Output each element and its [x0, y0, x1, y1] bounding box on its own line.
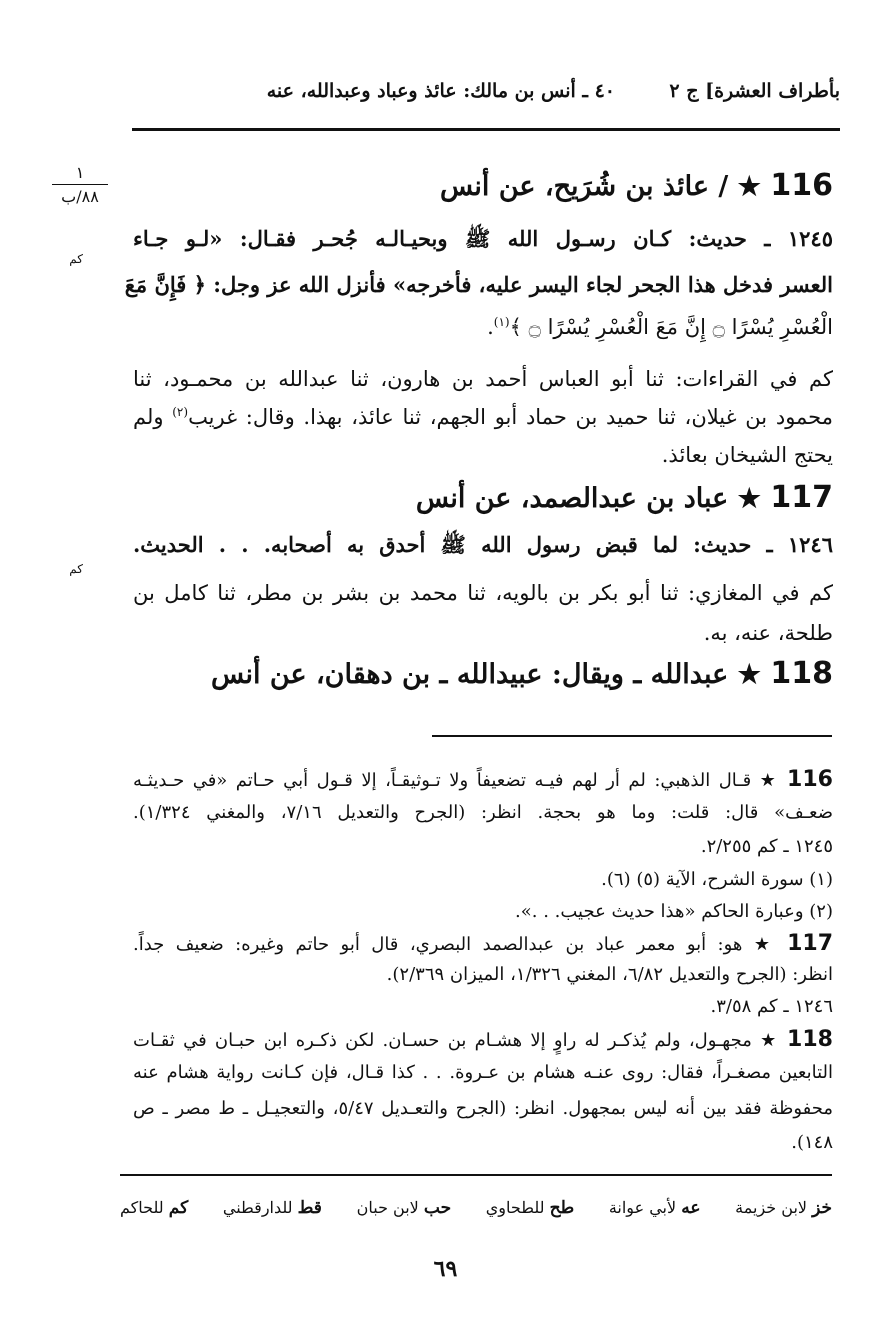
paragraph-1-end: ولم: [133, 405, 164, 429]
page-number: ٦٩: [433, 1256, 458, 1282]
footnote-117-line-2: انظر: (الجرح والتعديل ٦/٨٢، المغني ١/٣٢٦، الميزان ٢/٣٦٩).: [386, 964, 833, 985]
section-117-heading: [416, 480, 833, 515]
section-title: عباد بن عبدالصمد، عن أنس: [415, 483, 729, 514]
star-icon: ★: [737, 484, 761, 514]
footnote-ref: (٢): [172, 405, 189, 419]
km-marker: كم: [69, 252, 83, 266]
star-icon: ★: [760, 1030, 779, 1051]
header-rule: [132, 128, 840, 131]
footnote-1245: ١٢٤٥ ـ كم ٢/٢٥٥.: [700, 836, 833, 857]
abbreviation-code: قط: [297, 1198, 322, 1218]
paragraph-1-text: محمود بن غيلان، ثنا حميد بن حماد أبو الجهم، ثنا عائذ، بهذا. وقال: غريب: [188, 405, 833, 429]
hadith-1245-line-3: [487, 314, 833, 340]
slash-mark: /: [718, 171, 729, 202]
abbreviation-code: خز: [812, 1198, 832, 1218]
footnote-118-line-2: التابعين مصغـراً، فقال: روى عنـه هشام بن عـروة. . . كذا قـال، فإن كـانت رواية هشام عنه: [133, 1062, 833, 1083]
section-118-heading: [211, 656, 833, 691]
footnote-116-line-2: ضعـف» قال: قلت: وما هو بحجة. انظر: (الجرح والتعديل ٧/١٦، والمغني ١/٣٢٤).: [133, 802, 833, 823]
abbreviation-item: [223, 1198, 322, 1218]
footnote-separator: [432, 735, 832, 737]
abbreviation-label: لأبي عوانة: [608, 1198, 677, 1217]
abbreviation-label: لابن خزيمة: [735, 1198, 808, 1217]
period: .: [487, 315, 494, 339]
footnote-text: هو: أبو معمر عباد بن عبدالصمد البصري، قال أبو حاتم وغيره: ضعيف جداً.: [133, 934, 743, 955]
abbreviation-label: للحاكم: [120, 1198, 164, 1217]
km-marker: كم: [69, 562, 83, 576]
section-116-heading: [440, 168, 833, 203]
footnote-number: 117: [787, 931, 834, 956]
header-book-title: بأطراف العشرة] ج ٢: [669, 80, 840, 102]
margin-note: [52, 163, 108, 206]
footnote-117-line-1: [133, 930, 833, 958]
abbreviation-label: للطحاوي: [485, 1198, 545, 1217]
margin-note-bottom: ٨٨/ب: [61, 187, 99, 206]
footnote-number: 118: [787, 1027, 833, 1052]
paragraph-2-line-1: كم في المغازي: ثنا أبو بكر بن بالويه، ثنا محمد بن بشر بن مطر، ثنا كامل بن: [133, 581, 833, 605]
section-number: 117: [770, 480, 833, 515]
section-title: عائذ بن شُرَيح، عن أنس: [439, 171, 709, 202]
footnote-ref: (١): [493, 315, 510, 329]
abbreviation-item: [486, 1198, 574, 1218]
footnote-1246: ١٢٤٦ ـ كم ٣/٥٨.: [710, 996, 833, 1017]
header-chapter-title: ٤٠ ـ أنس بن مالك: عائذ وعباد وعبدالله، عنه: [266, 80, 615, 102]
footnote-116-line-1: [133, 766, 833, 794]
star-icon: ★: [759, 770, 779, 791]
paragraph-1-line-3: يحتج الشيخان بعائذ.: [661, 443, 833, 467]
star-icon: ★: [737, 172, 761, 202]
footnote-text: مجهـول، ولم يُذكـر له راوٍ إلا هشـام بن حسـان. لكن ذكـره ابن حبـان في ثقـات: [133, 1030, 752, 1051]
abbreviations-rule: [120, 1174, 832, 1176]
abbreviation-label: لابن حبان: [356, 1198, 419, 1217]
paragraph-1-line-2: [133, 404, 833, 430]
star-icon: ★: [753, 934, 776, 955]
abbreviation-item: [120, 1198, 188, 1218]
abbreviation-item: [735, 1198, 832, 1218]
star-icon: ★: [737, 660, 761, 690]
running-header: [132, 80, 840, 116]
hadith-1245-line-1: ١٢٤٥ ـ حديث: كـان رسـول الله ﷺ وبحيـالـه جُحـر فقـال: «لـو جـاء: [133, 226, 833, 251]
abbreviation-item: [357, 1198, 451, 1218]
section-number: 118: [770, 656, 833, 691]
footnote-note-2: (٢) وعبارة الحاكم «هذا حديث عجيب. . .».: [515, 901, 833, 922]
footnote-number: 116: [787, 767, 833, 792]
hadith-1246-line-1: ١٢٤٦ ـ حديث: لما قبض رسول الله ﷺ أحدق به أصحابه. . . الحديث.: [133, 532, 833, 557]
footnote-text: قـال الذهبي: لم أر لهم فيـه تضعيفاً ولا تـوثيقـاً، إلا قـول أبي حـاتم «في حـديثـه: [133, 770, 752, 791]
footnote-118-line-3: محفوظة فقد بين أنه ليس بمجهول. انظر: (الجرح والتعـديل ٥/٤٧، والتعجيـل ـ ط مصر ـ ص: [133, 1098, 833, 1119]
footnote-note-1: (١) سورة الشرح، الآية (٥) (٦).: [601, 869, 833, 890]
abbreviation-code: حب: [423, 1198, 452, 1218]
section-title: عبدالله ـ ويقال: عبيدالله ـ بن دهقان، عن أنس: [211, 659, 729, 690]
section-number: 116: [770, 168, 833, 203]
footnote-118-line-1: [133, 1026, 833, 1054]
abbreviation-item: [609, 1198, 701, 1218]
quran-verse: الْعُسْرِ يُسْرًا ۝ إِنَّ مَعَ الْعُسْرِ يُسْرًا ۝ ﴾: [509, 315, 833, 339]
abbreviation-code: عه: [681, 1198, 701, 1218]
footnote-118-line-4: ١٤٨).: [791, 1132, 833, 1153]
margin-note-top: ١: [52, 163, 108, 185]
abbreviation-code: طح: [549, 1198, 575, 1218]
hadith-1245-line-2: العسر فدخل هذا الجحر لجاء اليسر عليه، فأخرجه» فأنزل الله عز وجل: ﴿ فَإِنَّ مَعَ: [124, 272, 833, 297]
paragraph-2-line-2: طلحة، عنه، به.: [703, 621, 833, 645]
abbreviations-key: [120, 1198, 832, 1218]
abbreviation-label: للدارقطني: [222, 1198, 293, 1217]
paragraph-1-line-1: كم في القراءات: ثنا أبو العباس أحمد بن هارون، ثنا عبدالله بن محمـود، ثنا: [133, 367, 833, 391]
abbreviation-code: كم: [168, 1198, 189, 1218]
